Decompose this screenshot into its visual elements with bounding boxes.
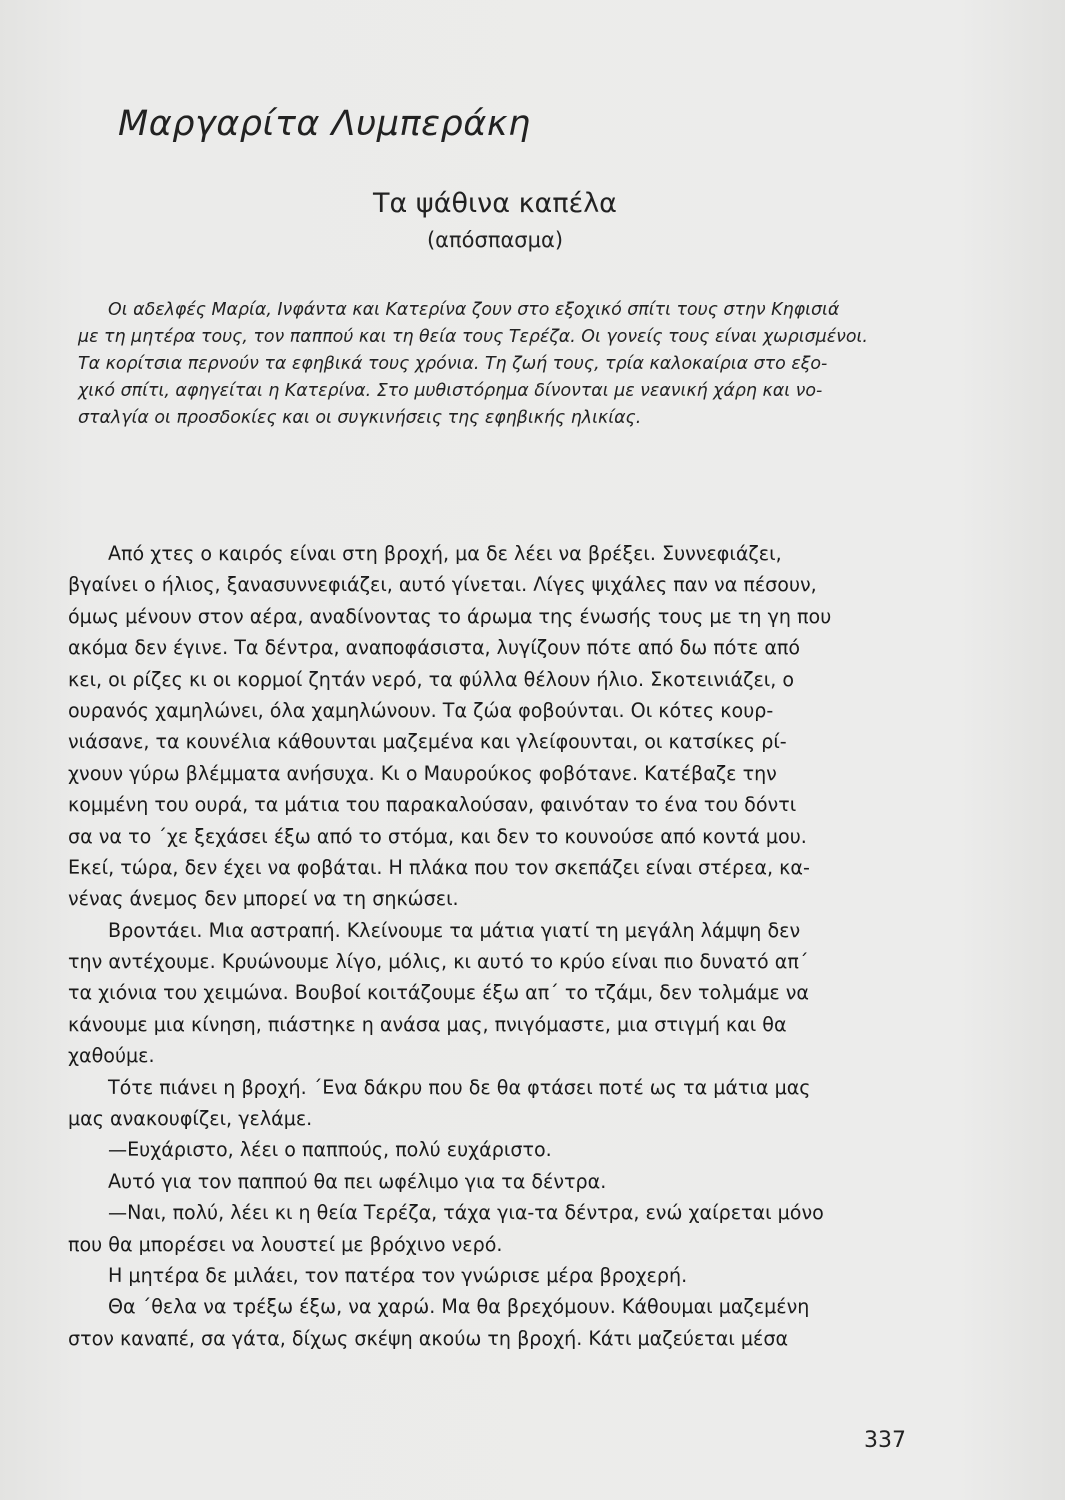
body-line: —Ευχάριστο, λέει ο παππούς, πολύ ευχάριστο. bbox=[108, 1138, 552, 1162]
body-line: ουρανός χαμηλώνει, όλα χαμηλώνουν. Τα ζώα φοβούνται. Οι κότες κουρ- bbox=[68, 698, 774, 722]
work-title: Τα ψάθινα καπέλα bbox=[373, 188, 617, 219]
body-line: Αυτό για τον παππού θα πει ωφέλιμο για τα δέντρα. bbox=[108, 1169, 607, 1193]
body-line: Εκεί, τώρα, δεν έχει να φοβάται. Η πλάκα που τον σκεπάζει είναι στέρεα, κα- bbox=[68, 855, 810, 879]
body-line: που θα μπορέσει να λουστεί με βρόχινο νερό. bbox=[68, 1232, 503, 1256]
intro-line: χικό σπίτι, αφηγείται η Κατερίνα. Στο μυθιστόρημα δίνονται με νεανική χάρη και νο- bbox=[78, 381, 823, 401]
body-line: μας ανακουφίζει, γελάμε. bbox=[68, 1107, 313, 1131]
body-line: Από χτες ο καιρός είναι στη βροχή, μα δε λέει να βρέξει. Συννεφιάζει, bbox=[108, 542, 782, 565]
body-line: χνουν γύρω βλέμματα ανήσυχα. Κι ο Μαυρούκος φοβότανε. Κατέβαζε την bbox=[68, 761, 777, 785]
intro-line: με τη μητέρα τους, τον παππού και τη θεία τους Τερέζα. Οι γονείς τους είναι χωρισμένοι. bbox=[78, 327, 868, 347]
intro-line: σταλγία οι προσδοκίες και οι συγκινήσεις της εφηβικής ηλικίας. bbox=[78, 408, 642, 428]
body-line: σα να το ΄χε ξεχάσει έξω από το στόμα, και δεν το κουνούσε από κοντά μου. bbox=[68, 824, 807, 848]
body-line: την αντέχουμε. Κρυώνουμε λίγο, μόλις, κι αυτό το κρύο είναι πιο δυνατό απ΄ bbox=[68, 950, 809, 974]
body-line: κάνουμε μια κίνηση, πιάστηκε η ανάσα μας, πνιγόμαστε, μια στιγμή και θα bbox=[68, 1012, 787, 1036]
intro-paragraph bbox=[78, 297, 916, 432]
page-number: 337 bbox=[864, 1428, 906, 1453]
body-line: Θα ΄θελα να τρέξω έξω, να χαρώ. Μα θα βρεχόμουν. Κάθουμαι μαζεμένη bbox=[108, 1295, 810, 1319]
body-line: κει, οι ρίζες κι οι κορμοί ζητάν νερό, τα φύλλα θέλουν ήλιο. Σκοτεινιάζει, ο bbox=[68, 667, 795, 691]
intro-line: Οι αδελφές Μαρία, Ινφάντα και Κατερίνα ζουν στο εξοχικό σπίτι τους στην Κηφισιά bbox=[108, 300, 840, 320]
body-line: βγαίνει ο ήλιος, ξανασυννεφιάζει, αυτό γίνεται. Λίγες ψιχάλες παν να πέσουν, bbox=[68, 573, 817, 597]
body-line: στον καναπέ, σα γάτα, δίχως σκέψη ακούω τη βροχή. Κάτι μαζεύεται μέσα bbox=[68, 1326, 789, 1350]
body-line: νιάσανε, τα κουνέλια κάθουνται μαζεμένα και γλείφουνται, οι κατσίκες ρί- bbox=[68, 730, 787, 754]
intro-line: Τα κορίτσια περνούν τα εφηβικά τους χρόνια. Τη ζωή τους, τρία καλοκαίρια στο εξο- bbox=[78, 354, 828, 374]
body-text bbox=[68, 538, 918, 1354]
body-line: νένας άνεμος δεν μπορεί να τη σηκώσει. bbox=[68, 887, 459, 911]
body-line: ακόμα δεν έγινε. Τα δέντρα, αναποφάσιστα, λυγίζουν πότε από δω πότε από bbox=[68, 636, 801, 660]
body-line: τα χιόνια του χειμώνα. Βουβοί κοιτάζουμε έξω απ΄ το τζάμι, δεν τολμάμε να bbox=[68, 981, 810, 1005]
body-line: χαθούμε. bbox=[68, 1044, 155, 1068]
body-line: όμως μένουν στον αέρα, αναδίνοντας το άρωμα της ένωσής τους με τη γη που bbox=[68, 604, 832, 628]
body-line: κομμένη του ουρά, τα μάτια του παρακαλούσαν, φαινόταν το ένα του δόντι bbox=[68, 793, 797, 817]
body-line: Η μητέρα δε μιλάει, τον πατέρα τον γνώρισε μέρα βροχερή. bbox=[108, 1263, 688, 1287]
work-subtitle: (απόσπασμα) bbox=[426, 228, 564, 252]
body-line: Βροντάει. Μια αστραπή. Κλείνουμε τα μάτια γιατί τη μεγάλη λάμψη δεν bbox=[108, 918, 801, 942]
body-line: —Ναι, πολύ, λέει κι η θεία Τερέζα, τάχα για-τα δέντρα, ενώ χαίρεται μόνο bbox=[108, 1201, 824, 1225]
author-name: Μαργαρίτα Λυμπεράκη bbox=[118, 104, 531, 144]
body-line: Τότε πιάνει η βροχή. ΄Ενα δάκρυ που δε θα φτάσει ποτέ ως τα μάτια μας bbox=[108, 1075, 811, 1099]
